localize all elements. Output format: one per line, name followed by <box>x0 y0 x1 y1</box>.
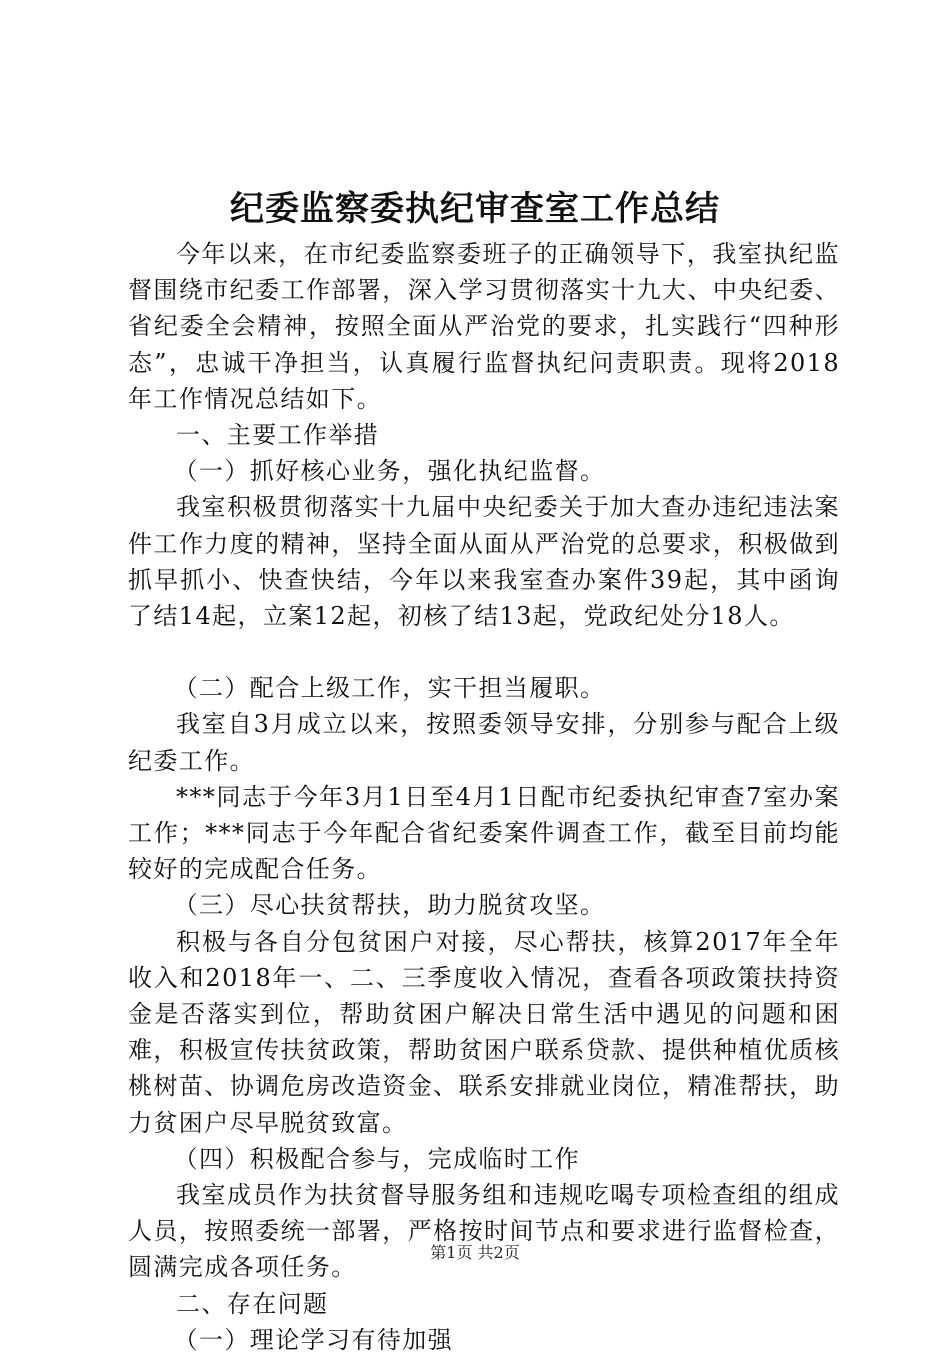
page-footer: 第1页 共2页 <box>430 1243 520 1262</box>
body-paragraph-cases: 我室积极贯彻落实十九届中央纪委关于加大查办违纪违法案件工作力度的精神，坚持全面从面从严治党的总要求，积极做到抓早抓小、快查快结，今年以来我室查办案件39起，其中函询了结14起，立案12起，初核了结13起，党政纪处分18人。 <box>128 493 840 631</box>
document-title: 纪委监察委执纪审查室工作总结 <box>230 189 720 229</box>
body-paragraph-assignments: ***同志于今年3月1日至4月1日配市纪委执纪审查7室办案工作；***同志于今年配合省纪委案件调查工作，截至目前均能较好的完成配合任务。 <box>128 782 840 884</box>
subsection-heading-3: （三）尽心扶贫帮扶，助力脱贫攻坚。 <box>173 891 606 920</box>
subsection-heading-theory: （一）理论学习有待加强 <box>173 1325 453 1354</box>
section-heading-main-measures: 一、主要工作举措 <box>176 421 380 450</box>
section-heading-problems: 二、存在问题 <box>176 1289 329 1318</box>
body-paragraph-temporary-work: 我室成员作为扶贫督导服务组和违规吃喝专项检查组的组成人员，按照委统一部署，严格按时间节点和要求进行监督检查，圆满完成各项任务。 <box>128 1181 840 1282</box>
document-body <box>128 236 840 1358</box>
intro-paragraph: 今年以来，在市纪委监察委班子的正确领导下，我室执纪监督围绕市纪委工作部署，深入学习贯彻落实十九大、中央纪委、省纪委全会精神，按照全面从严治党的要求，扎实践行“四种形态”，忠诚干净担当，认真履行监督执纪问责职责。现将2018年工作情况总结如下。 <box>128 240 840 413</box>
subsection-heading-1: （一）抓好核心业务，强化执纪监督。 <box>173 457 606 486</box>
body-paragraph-cooperation: 我室自3月成立以来，按照委领导安排，分别参与配合上级纪委工作。 <box>128 710 840 775</box>
subsection-heading-2: （二）配合上级工作，实干担当履职。 <box>173 674 606 703</box>
subsection-heading-4: （四）积极配合参与，完成临时工作 <box>173 1144 580 1173</box>
body-paragraph-poverty: 积极与各自分包贫困户对接，尽心帮扶，核算2017年全年收入和2018年一、二、三季度收入情况，查看各项政策扶持资金是否落实到位，帮助贫困户解决日常生活中遇见的问题和困难，积极宣传扶贫政策，帮助贫困户联系贷款、提供种植优质核桃树苗、协调危房改造资金、联系安排就业岗位，精准帮扶，助力贫困户尽早脱贫致富。 <box>128 927 840 1137</box>
